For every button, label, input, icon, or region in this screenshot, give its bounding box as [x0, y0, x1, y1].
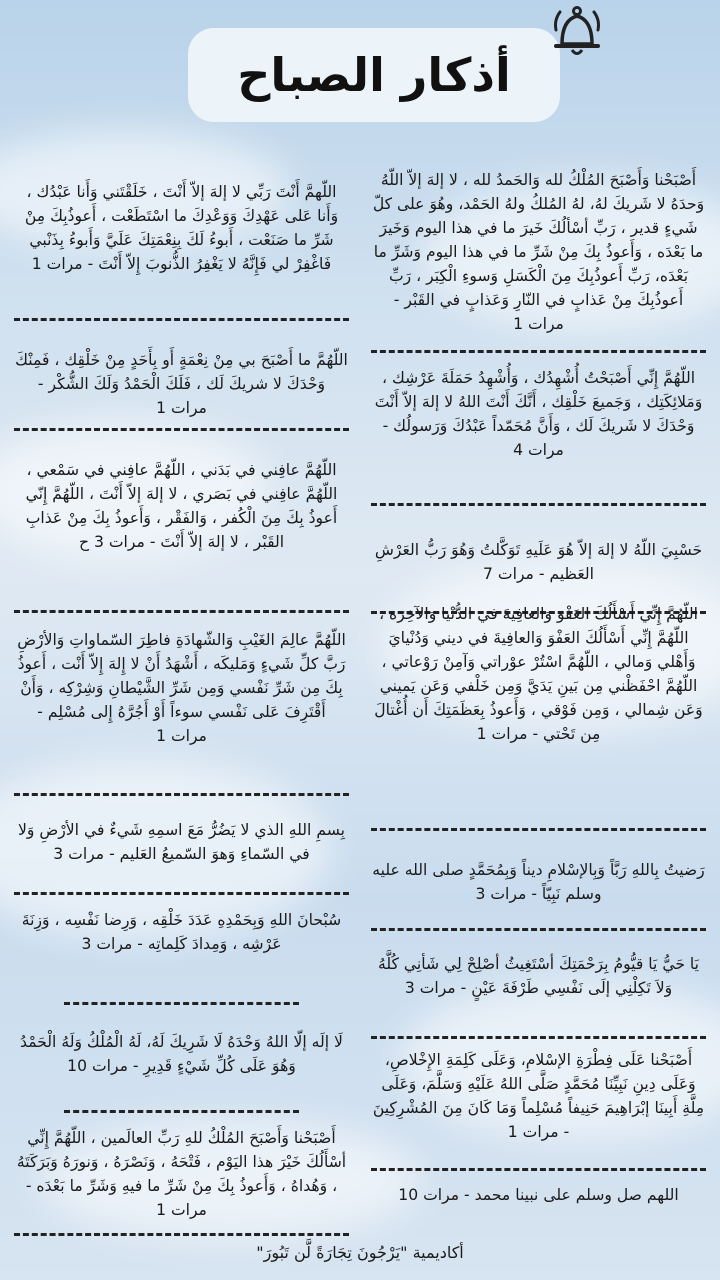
footer-academy: أكاديمية "يَرْجُونَ تِجَارَةً لَّن تَبُورَ": [256, 1243, 464, 1262]
dashed-separator: [371, 1036, 706, 1039]
dhikr-block: [371, 952, 706, 1000]
dhikr-block: [371, 168, 706, 336]
repeat-count: مرات 1: [31, 255, 83, 273]
dashed-separator: [14, 428, 349, 431]
dashed-separator: [14, 318, 349, 321]
bell-icon: [548, 0, 606, 60]
repeat-count: مرات 1: [156, 399, 207, 417]
repeat-count: مرات 1: [507, 1123, 559, 1141]
dhikr-block: [14, 1126, 349, 1222]
dashed-separator: [14, 793, 349, 796]
dhikr-block: [371, 366, 706, 462]
repeat-count: مرات 3: [404, 979, 456, 997]
dhikr-text: أَصْبَحْنا وَأَصْبَحَ المُلْكُ لله وَالحَمدُ لله ، لا إلهَ إلاّ اللّهُ وَحدَهُ لا شَريكَ لهُ، لهُ المُلكُ ولهُ الحَمْد، وهُوَ على كلّ شَيءٍ قدير ، رَبِّ أسْألُكَ خَيرَ ما في هذا اليوم وَخَيرَ ما بَعْدَه ، وَأَعوذُ بِكَ مِنْ شَرِّ ما في هذا اليوم وَشَرِّ ما بَعْدَه، رَبِّ أَعوذُبِكَ مِنَ الْكَسَلِ وَسوءِ الْكِبَر ، رَبِّ أَعوذُبِكَ مِنْ عَذابٍ في النّارِ وَعَذابٍ في القَبْر -: [372, 171, 705, 309]
dashed-separator: [371, 928, 706, 931]
title-box: [188, 28, 560, 122]
repeat-count: مرات 10: [398, 1186, 460, 1204]
dhikr-text: أَصْبَحْنا وَأَصْبَحَ المُلْكُ للهِ رَبِّ العالَمين ، اللّهُمَّ إِنِّي أسْأَلُكَ خَيْرَ هذا اليَوْم ، فَتْحَهُ ، وَنَصْرَهُ ، وَنورَهُ وَبَرَكَتَهُ ، وَهُداهُ ، وَأَعوذُ بِكَ مِنْ شَرِّ ما فيهِ وَشَرِّ ما بَعْدَه -: [16, 1129, 347, 1195]
repeat-count: مرات 3: [53, 845, 105, 863]
repeat-count: مرات 4: [513, 441, 564, 459]
dhikr-block: [371, 602, 706, 746]
dhikr-text: اللّهمَّ أَنْتَ رَبِّي لا إلهَ إلاّ أَنْتَ ، خَلَقْتَني وَأَنا عَبْدُك ، وَأَنا عَلى عَهْدِكَ وَوَعْدِكَ ما اسْتَطَعْت ، أَعوذُبِكَ مِنْ شَرِّ ما صَنَعْت ، أَبوءُ لَكَ بِنِعْمَتِكَ عَلَيَّ وَأَبوءُ بِذَنْبي فَاغْفِرْ لي فَإِنَّهُ لا يَغْفِرُ الذُّنوبَ إِلاّ أَنْتَ -: [24, 183, 339, 273]
repeat-count: مرات 3: [475, 885, 527, 903]
dashed-separator: [371, 503, 706, 506]
dashed-separator: [64, 1002, 299, 1005]
dhikr-block: [14, 628, 349, 748]
dhikr-block: [371, 1183, 706, 1207]
dhikr-text: حَسْبِيَ اللّهُ لا إلهَ إلاّ هُوَ عَلَيهِ تَوَكَّلتُ وَهُوَ رَبُّ العَرْشِ العَظيم -: [374, 541, 703, 583]
dhikr-block: [14, 908, 349, 956]
repeat-count: مرات 3: [81, 935, 133, 953]
dhikr-block: [14, 180, 349, 276]
dhikr-text: سُبْحانَ اللهِ وَبِحَمْدِهِ عَدَدَ خَلْقِه ، وَرِضا نَفْسِه ، وَزِنَةَ عَرْشِه ، وَمِدادَ كَلِماتِه -: [21, 911, 342, 953]
dhikr-text: اللّهُمَّ ما أَصْبَحَ بي مِنْ نِعْمَةٍ أَو بِأَحَدٍ مِنْ خَلْقِك ، فَمِنْكَ وَحْدَكَ لا شريكَ لَك ، فَلَكَ الْحَمْدُ وَلَكَ الشُّكْر -: [15, 351, 348, 393]
dashed-separator: [371, 1168, 706, 1171]
dhikr-text: بِسمِ اللهِ الذي لا يَضُرُّ مَعَ اسمِهِ شَيءٌ في الأرْضِ وَلا في السّماءِ وَهوَ السّميعُ العَليم -: [18, 821, 345, 863]
dhikr-text: رَضيتُ بِاللهِ رَبَّاً وَبِالإسْلامِ ديناً وَبِمُحَمَّدٍ صلى الله عليه وسلم نَبِيّاً -: [372, 861, 705, 903]
dhikr-block: [14, 1030, 349, 1078]
dhikr-block: [14, 458, 349, 554]
dhikr-text: اللّهُمَّ إِنِّي أَصْبَحْتُ أُشْهِدُك ، وَأُشْهِدُ حَمَلَةَ عَرْشِك ، وَمَلائِكَتِك ، وَجَميعَ خَلْقِك ، أَنَّكَ أَنْتَ اللهُ لا إلهَ إلاّ أَنْتَ وَحْدَكَ لا شَريكَ لَك ، وَأَنَّ مُحَمّداً عَبْدُكَ وَرَسولُك -: [374, 369, 703, 435]
repeat-count: مرات 7: [483, 565, 534, 583]
dashed-separator: [64, 1110, 299, 1113]
repeat-count: مرات 1: [513, 315, 564, 333]
dashed-separator: [371, 828, 706, 831]
dhikr-text: اللّهُمَّ عافِني في بَدَني ، اللّهُمَّ عافِني في سَمْعي ، اللّهُمَّ عافِني في بَصَري ، لا إلهَ إلاّ أَنْتَ ، اللّهُمَّ إِنّي أَعوذُ بِكَ مِنَ الْكُفر ، وَالفَقْر ، وَأَعوذُ بِكَ مِنْ عَذابِ القَبْر ، لا إلهَ إلاّ أَنْتَ -: [25, 461, 338, 551]
dhikr-text: اللّهُمَّ عالِمَ الغَيْبِ وَالشّهادَةِ فاطِرَ السّماواتِ وَالأرْضِ رَبَّ كلِّ شَيءٍ وَمَليكَه ، أَشْهَدُ أَنْ لا إِلهَ إِلاّ أَنْت ، أَعوذُ بِكَ مِن شَرِّ نَفْسي وَمِن شَرِّ الشَّيْطانِ وَشِرْكِه ، وَأَنْ أَقْتَرِفَ عَلى نَفْسي سوءاً أَوْ أَجُرَّهُ إِلى مُسْلِم -: [17, 631, 346, 721]
dashed-separator: [14, 610, 349, 613]
dhikr-block: [371, 538, 706, 586]
repeat-count: مرات 10: [67, 1057, 128, 1075]
dhikr-text: اللّهُمَّ إِنِّي أَسْأَلُكَ العَفْوَ وَالعافِيةَ في الدُّنْيا وَالآخِرَة ، اللّهُمَّ إِنِّي أَسْأَلُكَ العَفْوَ وَالعافِيةَ في ديني وَدُنْيايَ وَأَهْلي وَمالي ، اللّهُمَّ اسْتُرْ عوْراتي وَآمِنْ رَوْعاتي ، اللّهُمَّ احْفَظْني مِن بَينِ يَدَيَّ وَمِن خَلْفي وَعَن يَميني وَعَن شِمالي ، وَمِن فَوْقي ، وَأَعوذُ بِعَظَمَتِكَ أَن أُغْتالَ مِن تَحْتي -: [374, 605, 703, 743]
dhikr-text: اللهم صل وسلم على نبينا محمد -: [464, 1186, 679, 1204]
dashed-separator: [14, 892, 349, 895]
page-title: أذكار الصباح: [237, 48, 511, 102]
dashed-separator: [371, 350, 706, 353]
dhikr-text: لَا إلَه إلّا اللهُ وَحْدَهُ لَا شَرِيكَ لَهُ، لَهُ الْمُلْكُ وَلَهُ الْحَمْدُ وَهُوَ عَلَى كُلِّ شَيْءٍ قَدِيرِ -: [20, 1033, 343, 1075]
repeat-count: مرات 3 ح: [78, 533, 145, 551]
dhikr-block: [371, 858, 706, 906]
dhikr-block: [371, 1048, 706, 1144]
dhikr-block: [14, 818, 349, 866]
dhikr-text: أَصْبَحْنا عَلَى فِطْرَةِ الإسْلامِ، وَعَلَى كَلِمَةِ الإِخْلاصِ، وَعَلَى دِينِ نَبِيِّنَا مُحَمَّدٍ صَلَّى اللهُ عَلَيْهِ وَسَلَّمَ، وَعَلَى مِلَّةِ أَبِينَا إبْرَاهِيمَ حَنِيفاً مُسْلِماً وَمَا كَانَ مِنَ المُشْرِكِينَ -: [372, 1051, 705, 1141]
repeat-count: مرات 1: [156, 727, 207, 745]
dashed-separator: [14, 1233, 349, 1236]
repeat-count: مرات 1: [156, 1201, 207, 1219]
dhikr-block: [14, 348, 349, 420]
dhikr-text: يَا حَيُّ يَا قيُّومُ بِرَحْمَتِكَ أسْتَغِيثُ أصْلِحْ لِي شَأنِي كُلَّهُ وَلاَ تَكِلْنِي إلَى نَفْسِي طَرْفَةَ عَيْنٍ -: [377, 955, 700, 997]
repeat-count: مرات 1: [476, 725, 528, 743]
